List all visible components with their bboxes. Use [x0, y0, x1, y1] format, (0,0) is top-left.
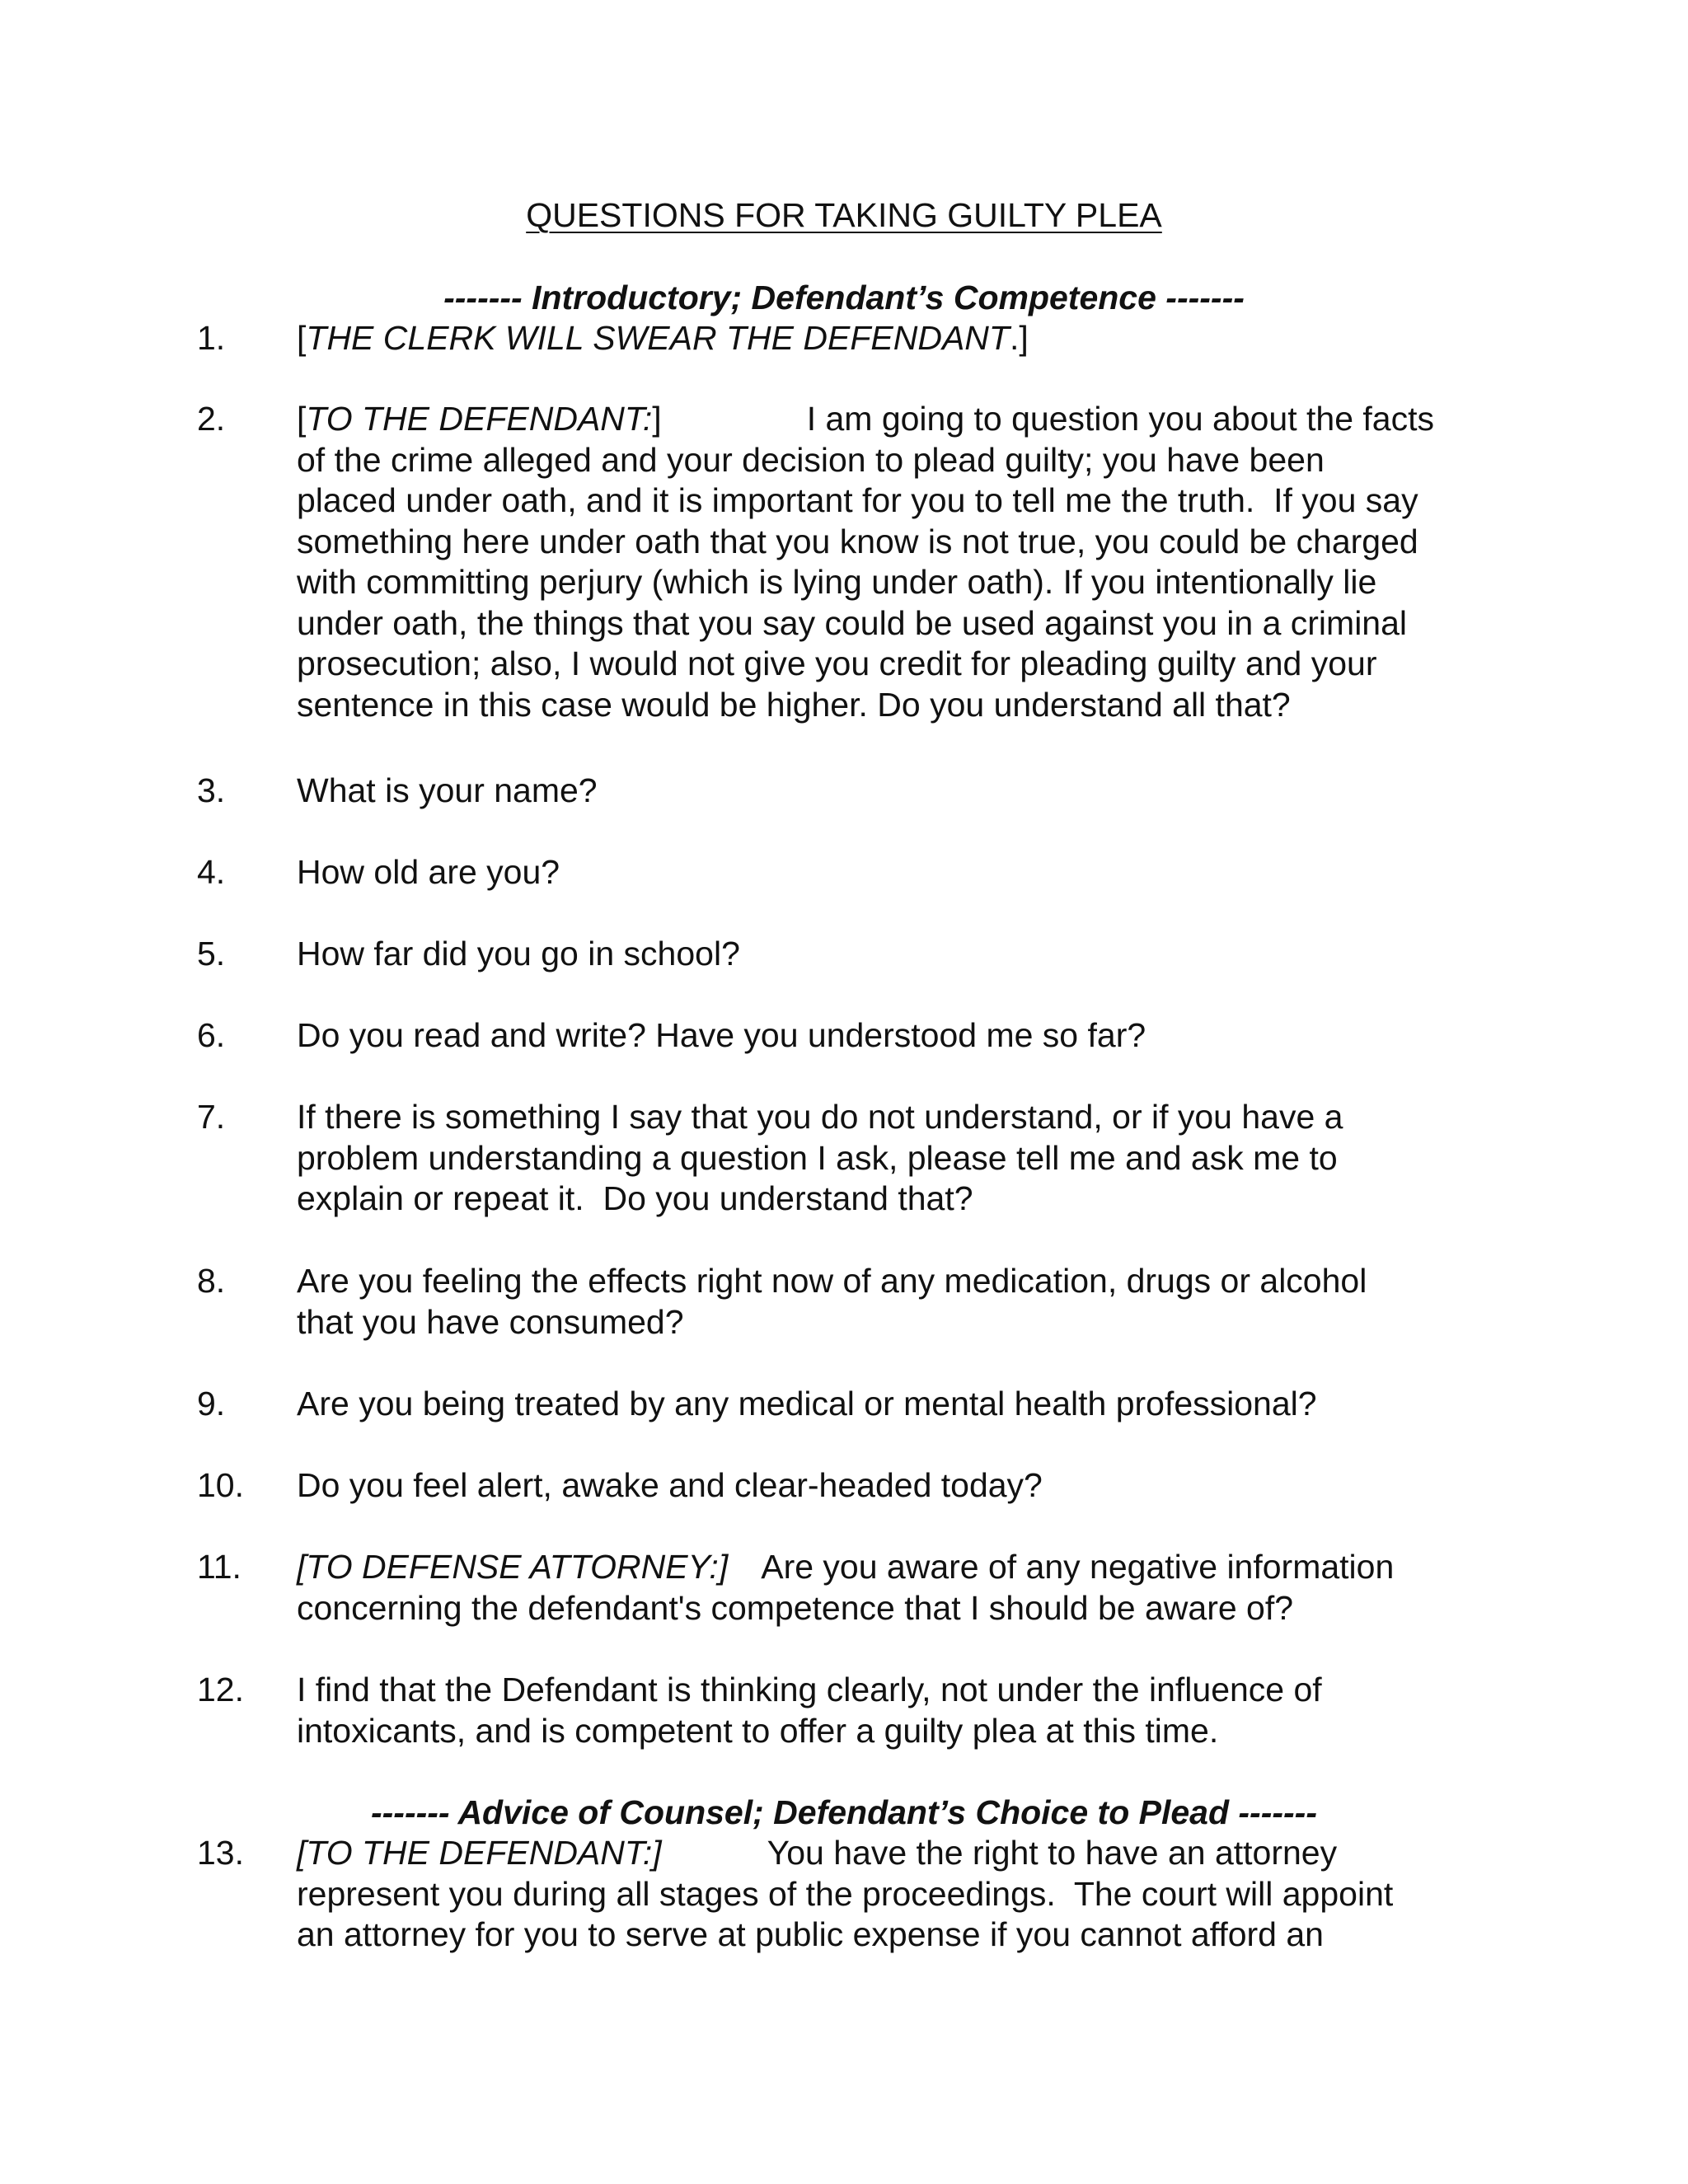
item-number: 6. — [197, 1016, 226, 1054]
item-text: Are you being treated by any medical or mental health professional? — [297, 1385, 1317, 1422]
item-text: Are you feeling the effects right now of any medication, drugs or alcohol that you have consumed? — [297, 1262, 1367, 1341]
item-text: Do you feel alert, awake and clear-headed today? — [297, 1466, 1043, 1504]
item-text: If there is something I say that you do not understand, or if you have a problem understanding a question I ask, please tell me and ask me to explain or repeat it. Do you understand that? — [297, 1098, 1343, 1217]
item-text: [THE CLERK WILL SWEAR THE DEFENDANT.] — [297, 319, 1029, 357]
item-text: How old are you? — [297, 853, 560, 891]
item-number: 2. — [197, 400, 226, 438]
item-number: 3. — [197, 771, 226, 809]
item-number: 7. — [197, 1098, 226, 1136]
item-text: I find that the Defendant is thinking clearly, not under the influence of intoxicants, and is competent to offer a guilty plea at this time. — [297, 1671, 1322, 1750]
item-number: 12. — [197, 1671, 244, 1708]
item-number: 11. — [197, 1548, 241, 1586]
section-heading-advice-of-counsel: ------- Advice of Counsel; Defendant’s Choice to Plead ------- — [371, 1793, 1317, 1831]
item-number: 10. — [197, 1466, 244, 1504]
item-text: [TO DEFENSE ATTORNEY:] Are you aware of any negative information concerning the defendant's competence that I should be aware of? — [297, 1548, 1395, 1627]
item-text: [TO THE DEFENDANT:] I am going to question you about the facts of the crime alleged and your decision to plead guilty; you have been placed under oath, and it is important for you to tell me the truth. If you say something here under oath that you know is not true, you could be charged with committing perjury (which is lying under oath). If you intentionally lie under oath, the things that you say could be used against you in a criminal prosecution; also, I would not give you credit for pleading guilty and your sentence in this case would be higher. Do you understand all that? — [297, 400, 1434, 724]
page-title: QUESTIONS FOR TAKING GUILTY PLEA — [526, 196, 1162, 234]
item-text: Do you read and write? Have you understood me so far? — [297, 1016, 1146, 1054]
item-number: 9. — [197, 1385, 226, 1422]
item-number: 13. — [197, 1834, 244, 1872]
item-text: [TO THE DEFENDANT:] You have the right to have an attorney represent you during all stages of the proceedings. The court will appoint an attorney for you to serve at public expense if you cannot afford an — [297, 1834, 1394, 1953]
item-number: 4. — [197, 853, 226, 891]
item-number: 1. — [197, 319, 226, 357]
item-text: How far did you go in school? — [297, 935, 740, 972]
item-number: 8. — [197, 1262, 226, 1300]
section-heading-introductory: ------- Introductory; Defendant’s Competence ------- — [443, 279, 1245, 316]
item-text: What is your name? — [297, 771, 598, 809]
item-number: 5. — [197, 935, 226, 972]
